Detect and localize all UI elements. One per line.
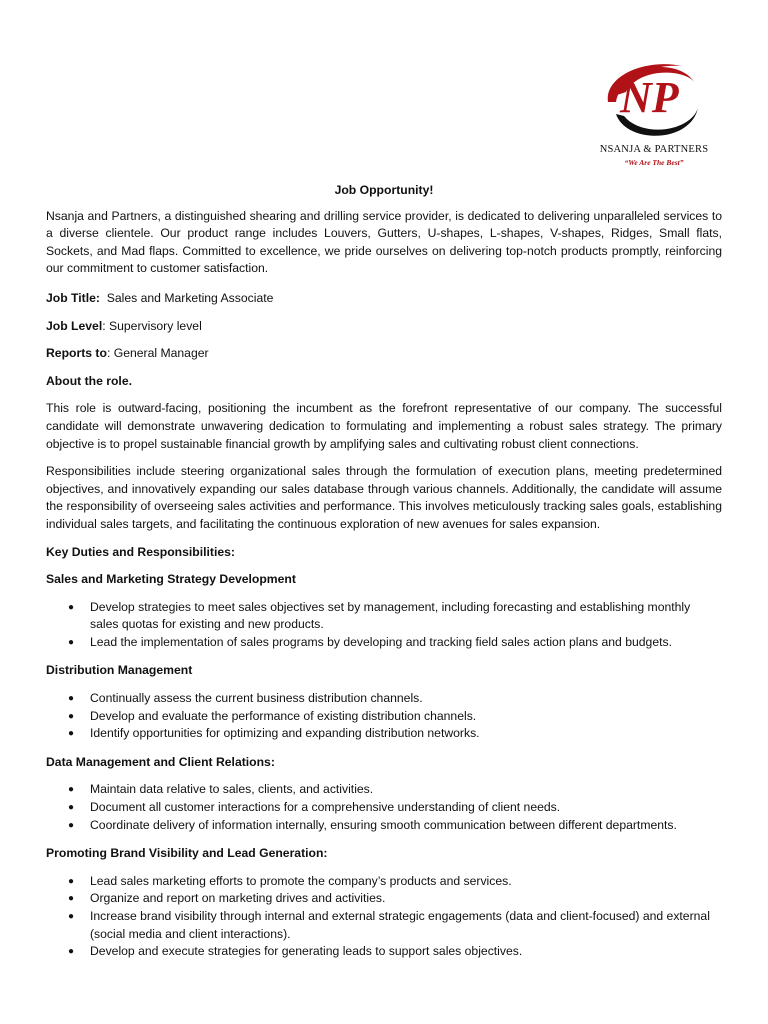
list-item: ● Lead sales marketing efforts to promote the company’s products and services. bbox=[46, 873, 722, 891]
logo-tagline: “We Are The Best” bbox=[624, 158, 684, 167]
section-heading bbox=[46, 571, 722, 589]
about-heading bbox=[46, 373, 722, 391]
list-item: ● Coordinate delivery of information internally, ensuring smooth communication between different departments. bbox=[46, 817, 722, 835]
page-title: Job Opportunity! bbox=[334, 183, 434, 197]
section-list bbox=[46, 781, 722, 834]
list-item: ● Continually assess the current business distribution channels. bbox=[46, 690, 722, 708]
job-level-value: : Supervisory level bbox=[102, 318, 202, 333]
job-title-line bbox=[46, 290, 722, 308]
section-list bbox=[46, 690, 722, 743]
about-paragraph-1: This role is outward-facing, positioning the incumbent as the forefront representative of our company. The successful candidate will demonstrate unwavering dedication to formulating and implementing a robust sales strategy. The primary objective is to propel sustainable financial growth by amplifying sales and cultivating robust client connections. bbox=[46, 401, 722, 451]
list-item: ● Develop and evaluate the performance of existing distribution channels. bbox=[46, 708, 722, 726]
list-item: ● Identify opportunities for optimizing and expanding distribution networks. bbox=[46, 725, 722, 743]
section-heading bbox=[46, 754, 722, 772]
list-item: ● Lead the implementation of sales programs by developing and tracking field sales action plans and budgets. bbox=[46, 634, 722, 652]
about-heading-text: About the role. bbox=[46, 373, 132, 388]
reports-to-label: Reports to bbox=[46, 346, 107, 361]
job-title-label: Job Title: bbox=[46, 290, 100, 305]
key-duties-heading-text: Key Duties and Responsibilities: bbox=[46, 544, 235, 559]
company-logo bbox=[586, 52, 722, 180]
np-emblem-icon bbox=[586, 52, 722, 148]
section-heading bbox=[46, 845, 722, 863]
list-item: ● Increase brand visibility through internal and external strategic engagements (data and client-focused) and external (social media and client interactions). bbox=[46, 908, 722, 943]
job-title-value: Sales and Marketing Associate bbox=[106, 290, 274, 305]
document-body bbox=[46, 182, 722, 961]
section-heading-text: Data Management and Client Relations: bbox=[46, 754, 275, 769]
key-duties-heading bbox=[46, 544, 722, 562]
intro-paragraph: Nsanja and Partners, a distinguished shearing and drilling service provider, is dedicated to delivering unparalleled services to a diverse clientele. Our product range includes Louvers, Gutters, U-shapes, L-shapes, V-shapes, Ridges, Small flats, Sockets, and Mad flaps. Committed to excellence, we pride ourselves on delivering top-notch products promptly, reinforcing our commitment to customer satisfaction. bbox=[46, 208, 722, 276]
list-item: ● Organize and report on marketing drives and activities. bbox=[46, 890, 722, 908]
job-level-label: Job Level bbox=[46, 318, 103, 333]
job-level-line bbox=[46, 318, 722, 336]
list-item: ● Develop strategies to meet sales objectives set by management, including forecasting and establishing monthly sales quotas for existing and new products. bbox=[46, 599, 722, 634]
list-item: ● Develop and execute strategies for generating leads to support sales objectives. bbox=[46, 943, 722, 961]
section-list bbox=[46, 599, 722, 652]
list-item: ● Maintain data relative to sales, clients, and activities. bbox=[46, 781, 722, 799]
section-heading-text: Promoting Brand Visibility and Lead Generation: bbox=[46, 846, 328, 861]
section-list bbox=[46, 873, 722, 961]
reports-to-value: : General Manager bbox=[106, 346, 209, 361]
about-paragraph-2: Responsibilities include steering organizational sales through the formulation of execution plans, meeting predetermined objectives, and innovatively expanding our sales database through various channels. Additionally, the candidate will assume the responsibility of overseeing sales activities and performance. This involves meticulously tracking sales goals, establishing individual sales targets, and facilitating the continuous exploration of new avenues for sales expansion. bbox=[46, 464, 722, 531]
logo-brand-name: NSANJA & PARTNERS bbox=[599, 144, 709, 155]
list-item: ● Document all customer interactions for a comprehensive understanding of client needs. bbox=[46, 799, 722, 817]
section-heading-text: Distribution Management bbox=[46, 663, 193, 678]
logo-letter-n: NP bbox=[620, 73, 679, 122]
section-heading-text: Sales and Marketing Strategy Development bbox=[46, 572, 296, 587]
section-heading bbox=[46, 662, 722, 680]
reports-to-line bbox=[46, 345, 722, 363]
